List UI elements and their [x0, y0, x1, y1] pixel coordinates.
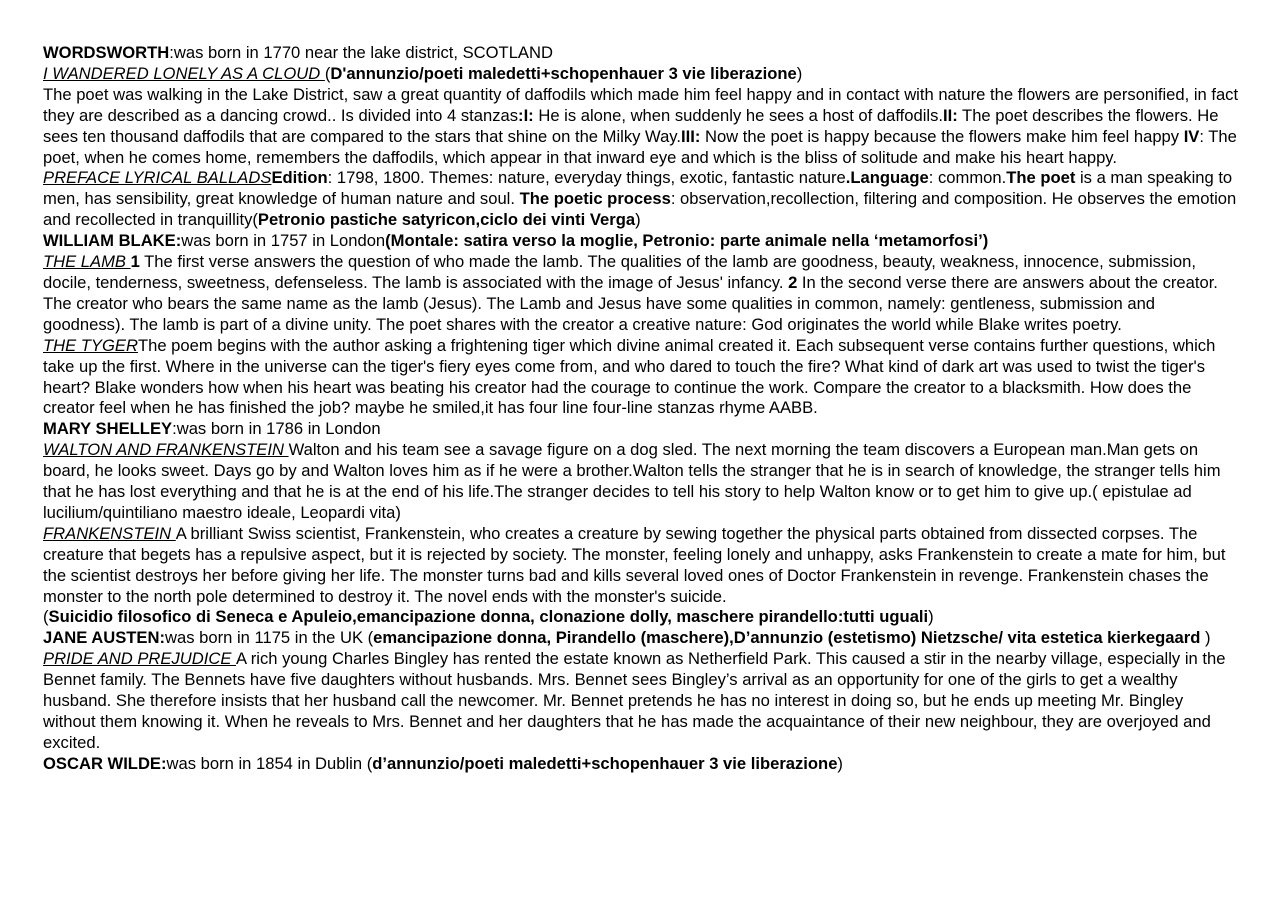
bold-text: WILLIAM BLAKE:: [43, 231, 182, 251]
text-run: ): [928, 607, 934, 627]
bold-text: WORDSWORTH: [43, 43, 170, 62]
paragraph: [43, 524, 1239, 608]
text-run: ): [635, 210, 641, 230]
paragraph: [43, 649, 1239, 754]
bold-text: Petronio pastiche satyricon,ciclo dei vinti Verga: [257, 210, 636, 230]
paragraph: [43, 440, 1239, 524]
text-run: was born in 1175 in the UK (: [165, 628, 374, 648]
paragraph: [43, 252, 1239, 336]
work-title: THE TYGER: [43, 335, 138, 355]
work-title: THE LAMB: [43, 252, 131, 272]
paragraph: [43, 336, 1239, 420]
bold-text: d’annunzio/poeti maledetti+schopenhauer 3 vie liberazione: [372, 753, 838, 773]
bold-text: D'annunzio/poeti maledetti+schopenhauer 3 vie liberazione: [330, 63, 797, 83]
paragraph: [43, 85, 1239, 169]
text-run: : common.: [928, 168, 1007, 188]
bold-text: 1: [130, 252, 140, 272]
bold-text: The poetic process: [519, 189, 671, 209]
text-run: :was born in 1770 near the lake district, SCOTLAND: [169, 43, 553, 62]
text-run: In the second verse there are answers about the creator. The creator who bears the same name as the lamb (Jesus). The Lamb and Jesus have some qualities in common, namely: gentleness, submission and goodness). The lamb is part of a divine unity. The poet shares with the creator a creative nature: God originates the world while Blake writes poetry.: [43, 272, 1218, 334]
paragraph: [43, 754, 1239, 775]
bold-text: Suicidio filosofico di Seneca e Apuleio,emancipazione donna, clonazione dolly, maschere pirandello:tutti uguali: [48, 607, 929, 627]
bold-text: :I:: [518, 105, 534, 125]
text-run: A rich young Charles Bingley has rented the estate known as Netherfield Park. This caused a stir in the nearby village, especially in the Bennet family. The Bennets have five daughters without husbands. Mrs. Bennet sees Bingley’s arrival as an opportunity for one of the girls to get a wealthy husband. She therefore insists that her husband call the newcomer. Mr. Bennet pretends he has no interest in doing so, but he ends up meeting Mr. Bingley without them knowing it. When he reveals to Mrs. Bennet and her daughters that he has made the acquaintance of their new neighbour, they are overjoyed and excited.: [43, 649, 1226, 752]
text-run: ): [796, 63, 803, 83]
paragraph: [43, 43, 1239, 64]
work-title: PRIDE AND PREJUDICE: [43, 649, 237, 669]
text-run: :was born in 1786 in London: [172, 419, 381, 439]
work-title: PREFACE LYRICAL BALLADS: [43, 168, 272, 188]
bold-text: II:: [943, 105, 958, 125]
bold-text: III:: [680, 126, 701, 146]
paragraph: [43, 419, 1239, 440]
bold-text: (Montale: satira verso la moglie, Petronio: parte animale nella ‘metamorfosi’): [385, 231, 989, 251]
paragraph: [43, 168, 1239, 231]
paragraph: [43, 607, 1239, 628]
text-run: ): [837, 753, 843, 773]
text-run: was born in 1854 in Dublin (: [166, 753, 373, 773]
bold-text: 2: [788, 272, 798, 292]
text-run: The poet was walking in the Lake District, saw a great quantity of daffodils which made him feel happy and in contact with nature the flowers are personified, in fact they are described as a dancing crowd.. Is divided into 4 stanzas: [43, 84, 1239, 125]
bold-text: MARY SHELLEY: [43, 419, 173, 439]
bold-text: Edition: [271, 168, 328, 188]
text-run: was born in 1757 in London: [181, 231, 386, 251]
bold-text: The poet: [1006, 168, 1076, 188]
bold-text: IV: [1183, 126, 1200, 146]
text-run: A brilliant Swiss scientist, Frankenstein, who creates a creature by sewing together the physical parts obtained from dissected corpses. The creature that begets has a repulsive aspect, but it is rejected by society. The monster, feeling lonely and unhappy, asks Frankenstein to create a mate for him, but the scientist destroys her before giving her life. The monster turns bad and kills several loved ones of Doctor Frankenstein in revenge. Frankenstein chases the monster to the north pole determined to destroy it. The novel ends with the monster's suicide.: [43, 523, 1226, 606]
paragraph: [43, 64, 1239, 85]
text-run: : The poet, when he comes home, remembers the daffodils, which appear in that inward eye and which is the bliss of solitude and make his heart happy.: [43, 126, 1237, 167]
bold-text: emancipazione donna, Pirandello (maschere),D’annunzio (estetismo) Nietzsche/ vita estetica kierkegaard: [373, 628, 1201, 648]
work-title: WALTON AND FRANKENSTEIN: [43, 440, 289, 460]
bold-text: .Language: [845, 168, 929, 188]
bold-text: JANE AUSTEN:: [43, 628, 166, 648]
text-run: is a man speaking to men, has sensibility, great knowledge of human nature and soul.: [43, 168, 1233, 209]
text-run: The poet describes the flowers. He sees ten thousand daffodils that are compared to the stars that shine on the Milky Way.: [43, 105, 1219, 146]
text-run: Walton and his team see a savage figure on a dog sled. The next morning the team discovers a European man.Man gets on board, he looks sweet. Days go by and Walton loves him as if he were a brother.Walton tells the stranger that he is in search of knowledge, the stranger tells him that he has lost everything and that he is at the end of his life.The stranger decides to tell his story to help Walton know or to get him to give up.( epistulae ad lucilium/quintiliano maestro ideale, Leopardi vita): [43, 440, 1221, 522]
bold-text: OSCAR WILDE:: [43, 753, 167, 773]
text-run: ): [1200, 628, 1211, 648]
text-run: The poem begins with the author asking a frightening tiger which divine animal created it. Each subsequent verse contains further questions, which take up the first. Where in the universe can the tiger's fiery eyes come from, and who dared to touch the fire? What kind of dark art was used to twist the tiger's heart? Blake wonders how when his heart was beating his creator had the courage to continue the work. Compare the creator to a blacksmith. How does the creator feel when he has finished the job? maybe he smiled,it has four line four-line stanzas rhyme AABB.: [43, 335, 1216, 418]
paragraph: [43, 628, 1239, 649]
paragraph: [43, 231, 1239, 252]
text-run: : observation,recollection, filtering and composition. He observes the emotion and recollected in tranquillity(: [43, 189, 1237, 230]
text-run: (: [324, 63, 331, 83]
work-title: I WANDERED LONELY AS A CLOUD: [43, 63, 325, 83]
text-run: : 1798, 1800. Themes: nature, everyday things, exotic, fantastic nature: [327, 168, 846, 188]
work-title: FRANKENSTEIN: [43, 523, 176, 543]
document-page: [43, 43, 1239, 775]
text-run: (: [43, 607, 49, 627]
text-run: He is alone, when suddenly he sees a host of daffodils.: [533, 105, 943, 125]
text-run: Now the poet is happy because the flowers make him feel happy: [700, 126, 1184, 146]
text-run: The first verse answers the question of who made the lamb. The qualities of the lamb are goodness, beauty, weakness, innocence, submission, docile, tenderness, sweetness, defenseless. The lamb is associated with the image of Jesus' infancy.: [43, 252, 1196, 292]
